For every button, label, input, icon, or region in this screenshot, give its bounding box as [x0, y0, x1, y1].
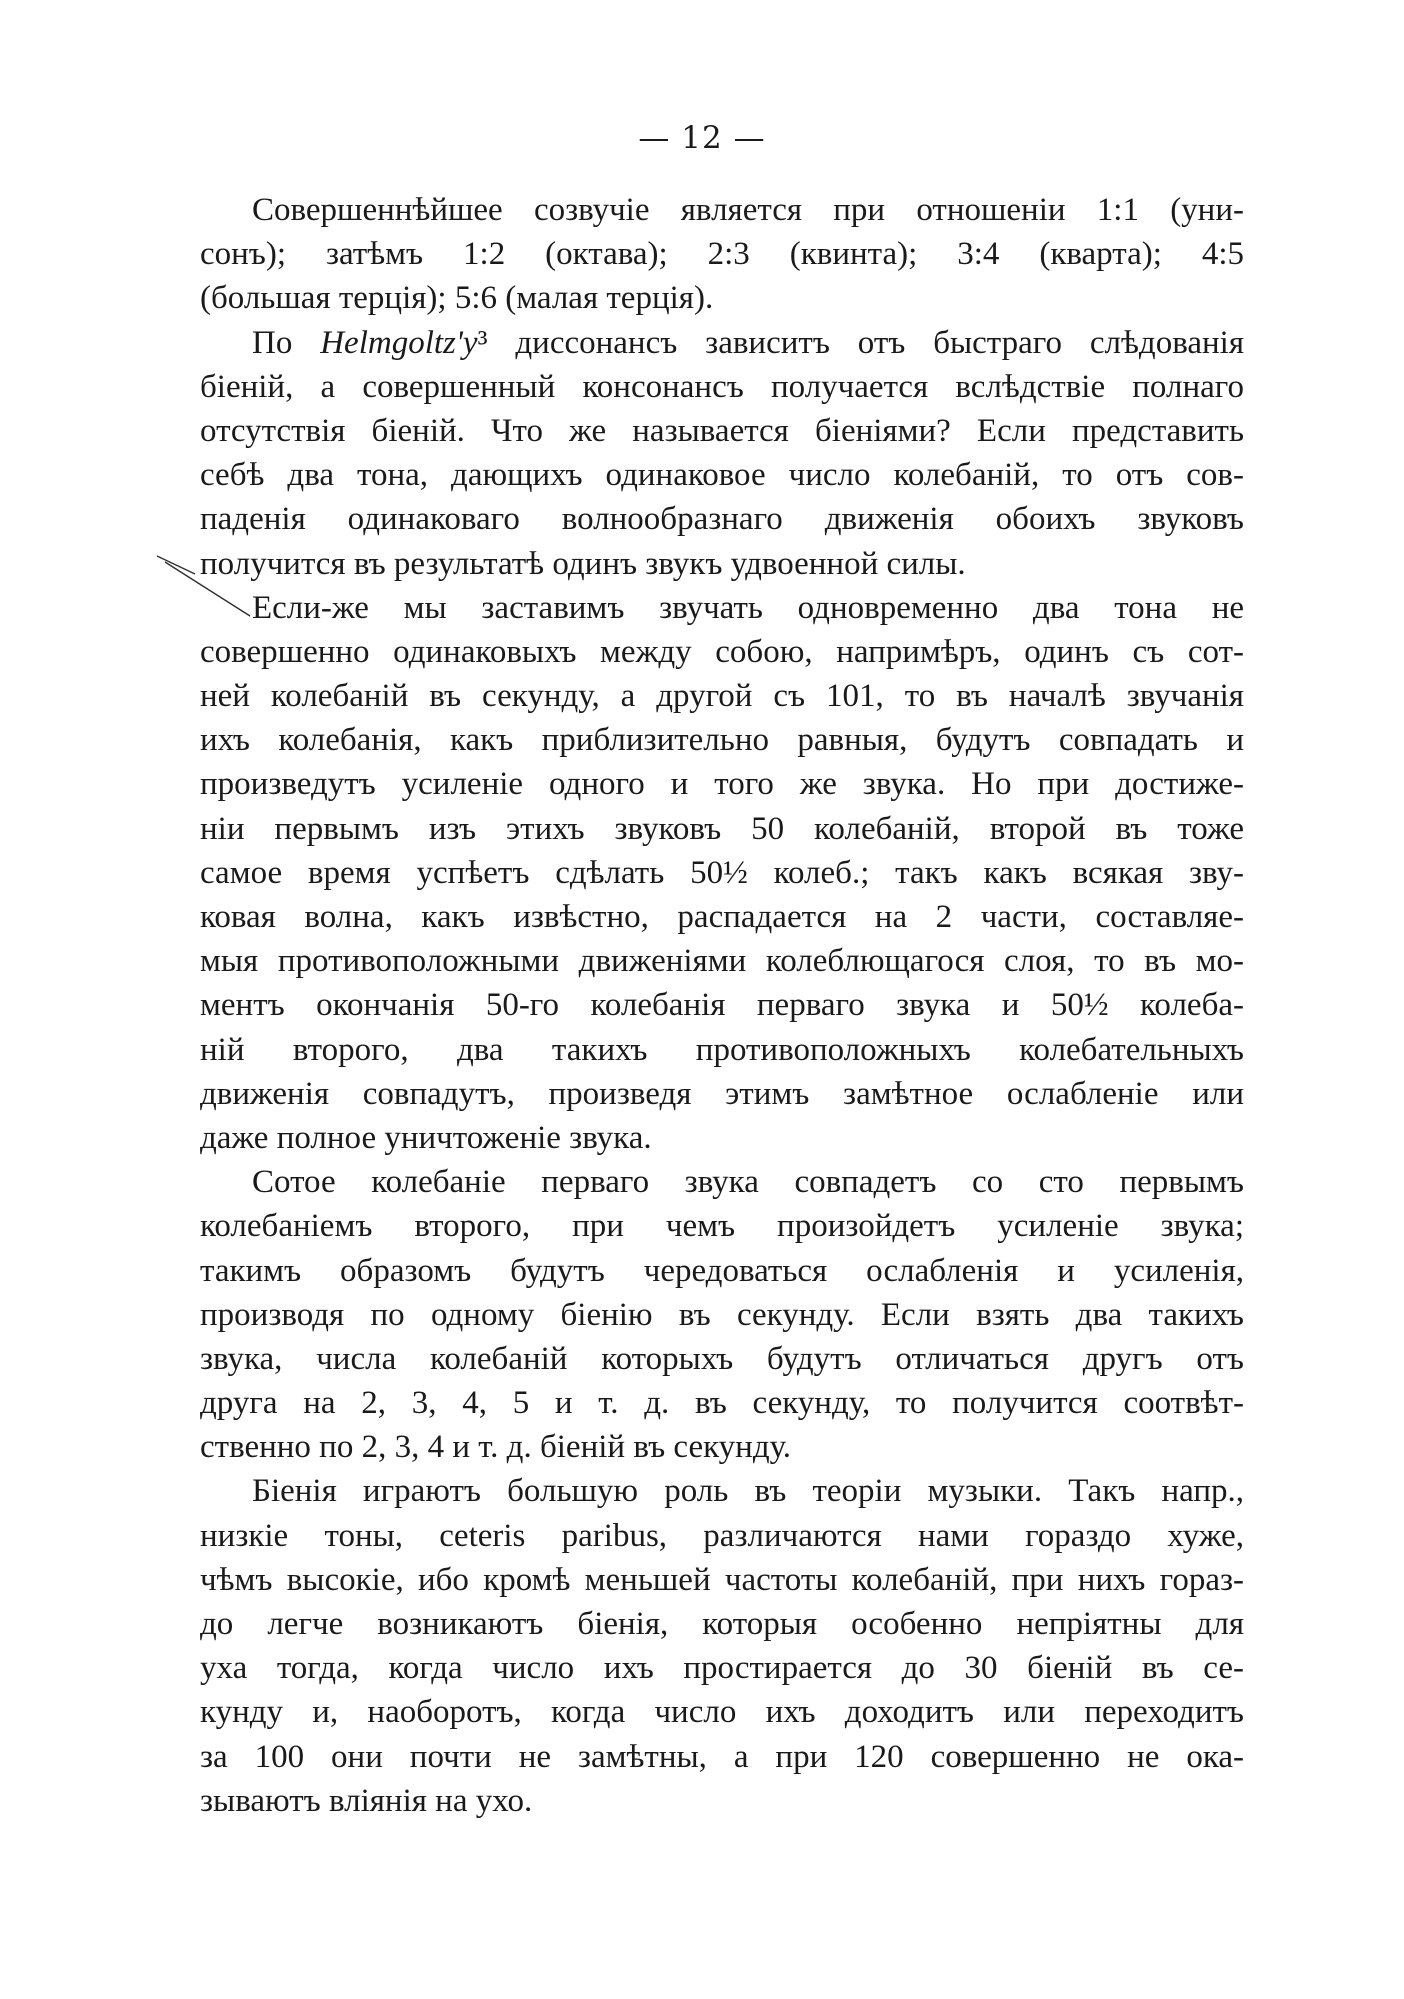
paragraph-1 — [200, 188, 1244, 321]
body-text — [200, 188, 1244, 1823]
text-line: такимъ образомъ будутъ чередоваться ослабленія и усиленія, — [200, 1252, 1244, 1289]
text-line: мыя противоположными движеніями колеблющагося слоя, то въ мо- — [200, 943, 1244, 980]
text-line: кунду и, наоборотъ, когда число ихъ доходитъ или переходитъ — [200, 1694, 1244, 1731]
text-line: ментъ окончанія 50-го колебанія перваго звука и 50½ колеба- — [200, 987, 1244, 1024]
text-line: біеній, а совершенный консонансъ получается вслѣдствіе полнаго — [200, 368, 1244, 405]
text-line: звука, числа колебаній которыхъ будутъ отличаться другъ отъ — [200, 1340, 1244, 1377]
text-line: чѣмъ высокіе, ибо кромѣ меньшей частоты колебаній, при нихъ гораз- — [200, 1561, 1244, 1598]
text-line: ственно по 2, 3, 4 и т. д. біеній въ секунду. — [200, 1429, 792, 1466]
text-line: даже полное уничтоженіе звука. — [200, 1119, 652, 1156]
paragraph-3 — [200, 586, 1244, 1160]
text-line: (большая терція); 5:6 (малая терція). — [200, 280, 714, 317]
page-number: — 12 — — [638, 120, 766, 156]
text-line: паденія одинаковаго волнообразнаго движенія обоихъ звуковъ — [200, 501, 1244, 538]
paragraph-4 — [200, 1160, 1244, 1469]
text-line: низкіе тоны, ceteris paribus, различаются нами гораздо хуже, — [200, 1517, 1244, 1554]
text-line: Совершеннѣйшее созвучіе является при отношеніи 1:1 (уни- — [252, 192, 1244, 228]
text-line: отсутствія біеній. Что же называется біеніями? Если представить — [200, 412, 1244, 449]
text-line: получится въ результатѣ одинъ звукъ удвоенной силы. — [200, 545, 966, 582]
text-line: ній второго, два такихъ противоположныхъ колебательныхъ — [200, 1031, 1244, 1068]
text-line: колебаніемъ второго, при чемъ произойдетъ усиленіе звука; — [200, 1208, 1244, 1245]
text-line: Сотое колебаніе перваго звука совпадетъ со сто первымъ — [252, 1164, 1244, 1201]
text-line: зываютъ вліянія на ухо. — [200, 1782, 533, 1819]
text-line: друга на 2, 3, 4, 5 и т. д. въ секунду, то получится соотвѣт- — [200, 1385, 1244, 1422]
text-line: самое время успѣетъ сдѣлать 50½ колеб.; такъ какъ всякая зву- — [200, 854, 1244, 891]
text-line: Біенія играютъ большую роль въ теоріи музыки. Такъ напр., — [252, 1473, 1244, 1510]
text-line: сонъ); затѣмъ 1:2 (октава); 2:3 (квинта); 3:4 (кварта); 4:5 — [200, 236, 1244, 273]
text-line: ніи первымъ изъ этихъ звуковъ 50 колебаній, второй въ тоже — [200, 810, 1244, 847]
text-line: Если-же мы заставимъ звучать одновременно два тона не — [252, 589, 1244, 626]
text-line: По Helmgoltz'y³ диссонансъ зависитъ отъ быстраго слѣдованія — [252, 324, 1244, 361]
text-line: движенія совпадутъ, произведя этимъ замѣтное ослабленіе или — [200, 1075, 1244, 1112]
text-line: до легче возникаютъ біенія, которыя особенно непріятны для — [200, 1606, 1244, 1642]
text-line: ихъ колебанія, какъ приблизительно равныя, будутъ совпадать и — [200, 722, 1244, 759]
text-line: производя по одному біенію въ секунду. Если взять два такихъ — [200, 1296, 1244, 1333]
text-line: ней колебаній въ секунду, а другой съ 101, то въ началѣ звучанія — [200, 678, 1244, 715]
paragraph-2 — [200, 321, 1244, 586]
text-line: ковая волна, какъ извѣстно, распадается на 2 части, составляе- — [200, 899, 1244, 935]
text-line: себѣ два тона, дающихъ одинаковое число колебаній, то отъ сов- — [200, 457, 1244, 494]
text-line: совершенно одинаковыхъ между собою, напримѣръ, одинъ съ сот- — [200, 633, 1244, 670]
text-line: уха тогда, когда число ихъ простирается до 30 біеній въ се- — [200, 1650, 1244, 1687]
text-line: произведутъ усиленіе одного и того же звука. Но при достиже- — [200, 766, 1244, 803]
paragraph-5 — [200, 1469, 1244, 1823]
text-line: за 100 они почти не замѣтны, а при 120 совершенно не ока- — [200, 1738, 1244, 1775]
